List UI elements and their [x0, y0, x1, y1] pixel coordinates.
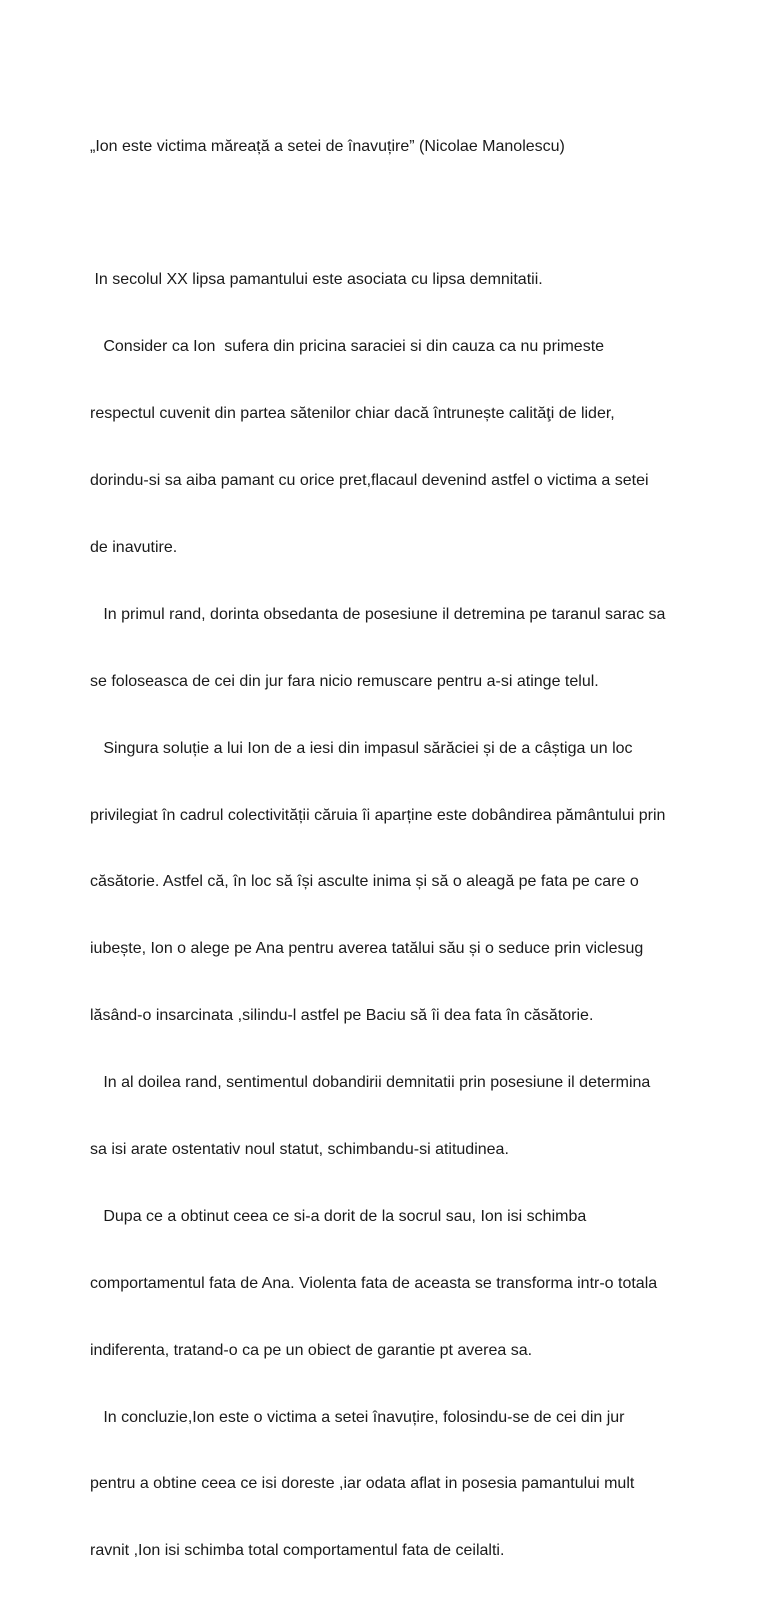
- text-line: In concluzie,Ion este o victima a setei înavuțire, folosindu-se de cei din jur: [90, 1408, 625, 1426]
- text-line: indiferenta, tratand-o ca pe un obiect de garantie pt averea sa.: [90, 1341, 533, 1359]
- text-line: Consider ca Ion sufera din pricina saraciei si din cauza ca nu primeste: [90, 338, 605, 356]
- text-line: In secolul XX lipsa pamantului este asociata cu lipsa demnitatii.: [90, 271, 543, 289]
- text-line: lăsând-o insarcinata ,silindu-l astfel pe Baciu să îi dea fata în căsătorie.: [90, 1007, 594, 1025]
- text-line: ravnit ,Ion isi schimba total comportamentul fata de ceilalti.: [90, 1542, 505, 1560]
- text-line: Singura soluție a lui Ion de a iesi din impasul sărăciei și de a câștiga un loc: [90, 739, 633, 757]
- document-title: „Ion este victima măreață a setei de înavuțire” (Nicolae Manolescu): [90, 137, 565, 155]
- text-line: Dupa ce a obtinut ceea ce si-a dorit de la socrul sau, Ion isi schimba: [90, 1207, 587, 1225]
- text-line: pentru a obtine ceea ce isi doreste ,iar odata aflat in posesia pamantului mult: [90, 1475, 635, 1493]
- blank-line: [90, 202, 690, 224]
- text-line: respectul cuvenit din partea sătenilor chiar dacă întrunește calităţi de lider,: [90, 405, 615, 423]
- text-line: se foloseasca de cei din jur fara nicio remuscare pentru a-si atinge telul.: [90, 672, 599, 690]
- text-line: privilegiat în cadrul colectivității căruia îi aparține este dobândirea pământului prin: [90, 806, 666, 824]
- text-line: căsătorie. Astfel că, în loc să își asculte inima și să o aleagă pe fata pe care o: [90, 873, 639, 891]
- text-line: iubește, Ion o alege pe Ana pentru averea tatălui său și o seduce prin viclesug: [90, 940, 644, 958]
- text-line: sa isi arate ostentativ noul statut, schimbandu-si atitudinea.: [90, 1140, 509, 1158]
- text-line: de inavutire.: [90, 538, 178, 556]
- text-line: In al doilea rand, sentimentul dobandirii demnitatii prin posesiune il determina: [90, 1074, 651, 1092]
- text-line: comportamentul fata de Ana. Violenta fata de aceasta se transforma intr-o totala: [90, 1274, 658, 1292]
- document-body: [90, 91, 690, 1607]
- text-line: dorindu-si sa aiba pamant cu orice pret,flacaul devenind astfel o victima a setei: [90, 472, 649, 490]
- text-line: In primul rand, dorinta obsedanta de posesiune il detremina pe taranul sarac sa: [90, 605, 666, 623]
